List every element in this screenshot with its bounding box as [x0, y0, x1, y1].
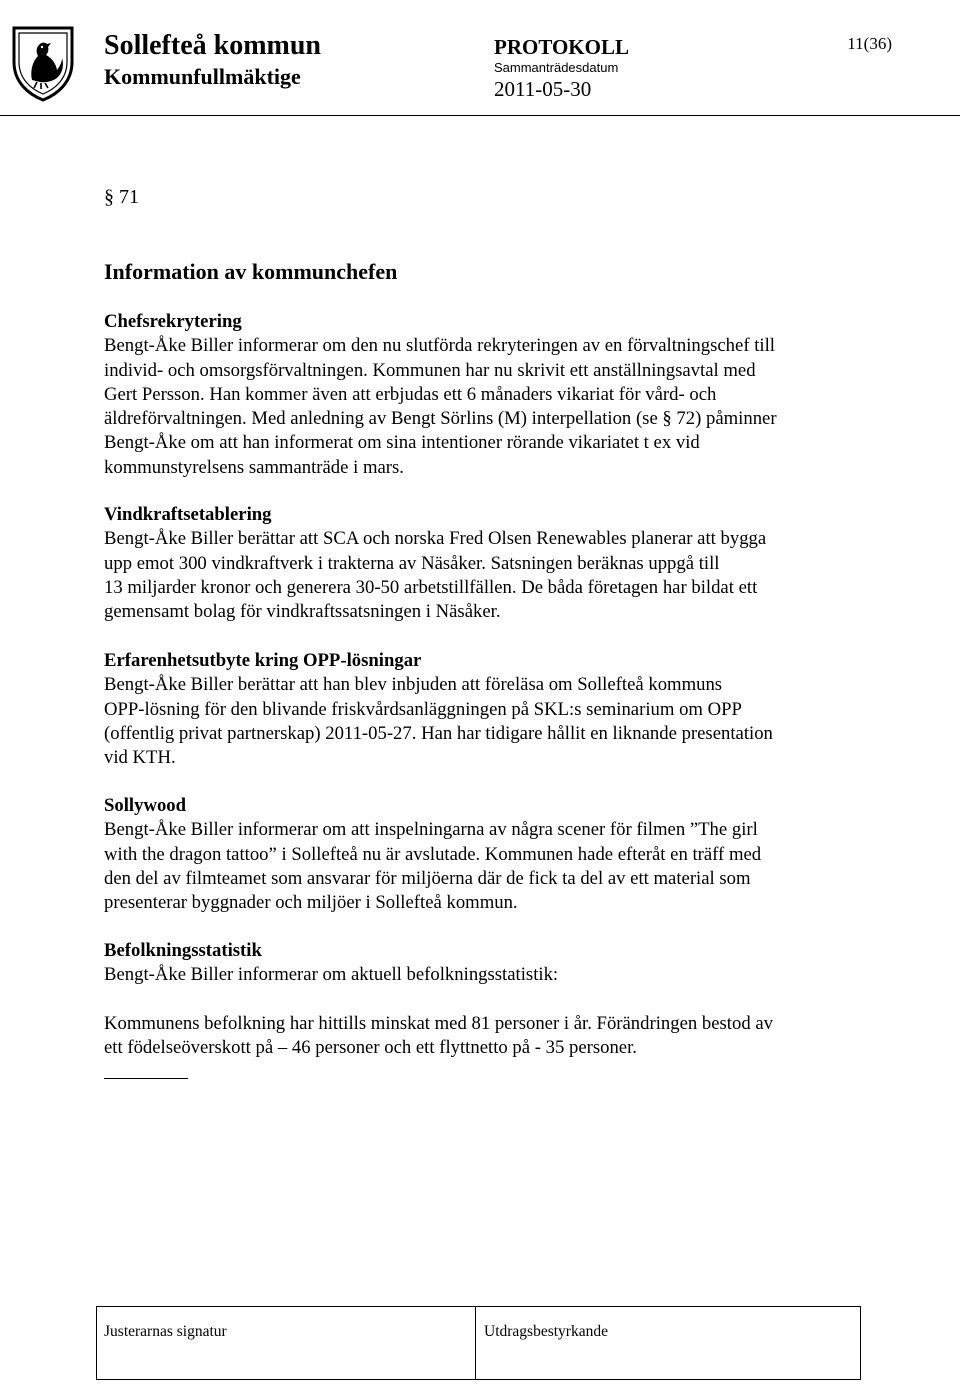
text-line: individ- och omsorgsförvaltningen. Kommunen har nu skrivit ett anställningsavtal med — [104, 359, 756, 381]
certified-copy-label: Utdragsbestyrkande — [484, 1323, 608, 1340]
text-line: (offentlig privat partnerskap) 2011-05-27. Han har tidigare hållit en liknande presentation — [104, 722, 773, 744]
text-line: gemensamt bolag för vindkraftssatsningen i Näsåker. — [104, 601, 501, 623]
topic-heading: Vindkraftsetablering — [104, 504, 272, 525]
meeting-date-value: 2011-05-30 — [494, 77, 592, 101]
text-line: Bengt-Åke Biller berättar att han blev inbjuden att föreläsa om Sollefteå kommuns — [104, 674, 723, 696]
topic-heading: Chefsrekrytering — [104, 311, 242, 332]
topic-heading: Befolkningsstatistik — [104, 940, 262, 961]
topic-heading: Sollywood — [104, 795, 187, 816]
coat-of-arms-logo — [10, 22, 76, 102]
board-name: Kommunfullmäktige — [104, 64, 301, 89]
text-line: Bengt-Åke Biller informerar om aktuell befolkningsstatistik: — [104, 964, 559, 986]
text-line: upp emot 300 vindkraftverk i trakterna av Näsåker. Satsningen beräknas uppgå till — [104, 552, 720, 574]
text-line: OPP-lösning för den blivande friskvårdsanläggningen på SKL:s seminarium om OPP — [104, 698, 742, 720]
topic-opp-losningar — [104, 649, 884, 770]
text-line: Bengt-Åke Biller informerar om den nu slutförda rekryteringen av en förvaltningschef till — [104, 335, 775, 357]
signature-box-divider — [475, 1306, 476, 1380]
text-line: ett födelseöverskott på – 46 personer och ett flyttnetto på - 35 personer. — [104, 1037, 637, 1059]
text-line: Bengt-Åke Biller informerar om att inspelningarna av några scener för filmen ”The girl — [104, 819, 758, 841]
document-type: PROTOKOLL — [494, 35, 629, 59]
text-line: Kommunens befolkning har hittills minskat med 81 personer i år. Förändringen bestod av — [104, 1013, 773, 1034]
section-title: Information av kommunchefen — [104, 259, 398, 284]
text-line: 13 miljarder kronor och generera 30-50 arbetstillfällen. De båda företagen har bildat ett — [104, 576, 758, 598]
signature-label: Justerarnas signatur — [104, 1323, 227, 1340]
topic-heading: Erfarenhetsutbyte kring OPP-lösningar — [104, 650, 422, 671]
page-number: 11(36) — [847, 34, 892, 53]
topic-sollywood — [104, 794, 884, 915]
text-line: den del av filmteamet som ansvarar för miljöerna där de fick ta del av ett material som — [104, 867, 751, 889]
text-line: with the dragon tattoo” i Sollefteå nu är avslutade. Kommunen hade efteråt en träff med — [104, 843, 762, 865]
section-end-rule — [104, 1078, 188, 1079]
text-line: kommunstyrelsens sammanträde i mars. — [104, 456, 404, 478]
organization-name: Sollefteå kommun — [104, 30, 321, 61]
topic-befolkningsstatistik — [104, 939, 884, 988]
text-line: presenterar byggnader och miljöer i Sollefteå kommun. — [104, 892, 518, 914]
text-line: Bengt-Åke om att han informerat om sina intentioner rörande vikariatet t ex vid — [104, 432, 700, 454]
signature-box — [96, 1306, 861, 1380]
text-line: äldreförvaltningen. Med anledning av Bengt Sörlins (M) interpellation (se § 72) påminner — [104, 408, 777, 430]
meeting-date-label: Sammanträdesdatum — [494, 60, 619, 75]
topic-vindkraftsetablering — [104, 503, 884, 624]
header-divider — [0, 115, 960, 116]
topic-chefsrekrytering — [104, 310, 884, 480]
text-line: Bengt-Åke Biller berättar att SCA och norska Fred Olsen Renewables planerar att bygga — [104, 528, 767, 550]
population-note — [104, 1012, 884, 1061]
section-number: § 71 — [104, 186, 139, 208]
text-line: vid KTH. — [104, 747, 176, 769]
text-line: Gert Persson. Han kommer även att erbjudas ett 6 månaders vikariat för vård- och — [104, 383, 717, 405]
